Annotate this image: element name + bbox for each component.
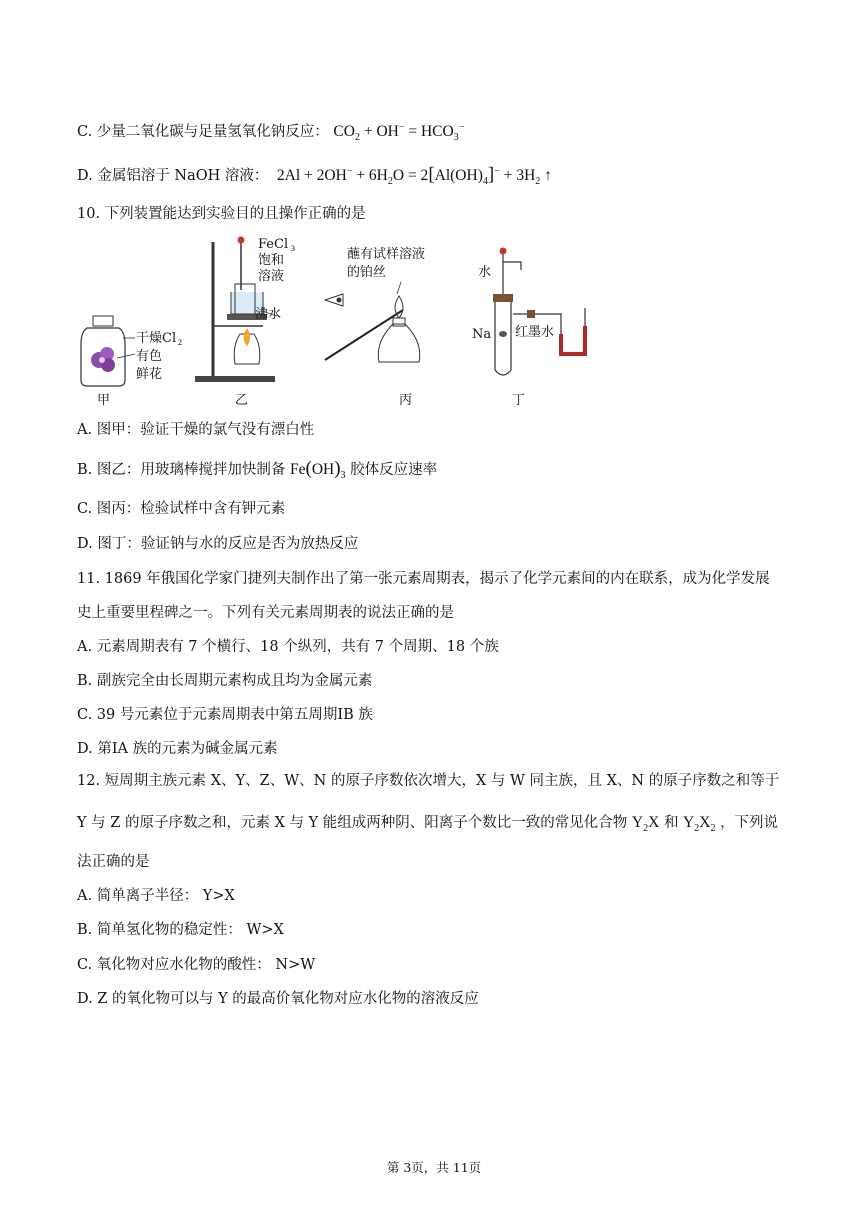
jia-label-dry-cl2: 干燥Cl xyxy=(136,331,177,346)
q9-option-c xyxy=(77,118,464,148)
caption-bing: 丙 xyxy=(399,393,413,408)
q12-formula-y2x: $Y_2X$ xyxy=(631,814,660,835)
q12-stem-line2 xyxy=(77,813,778,839)
jia-label-flower: 鲜花 xyxy=(136,367,163,382)
yi-label-saturated: 饱和 xyxy=(258,253,285,268)
figure-yi xyxy=(195,237,295,383)
yi-label-solution: 溶液 xyxy=(258,269,285,284)
flower-icon xyxy=(91,347,115,372)
yi-label-boiling-water: 沸水 xyxy=(255,307,282,322)
q11-option-b: B. 副族完全由长周期元素构成且均为金属元素 xyxy=(77,673,373,689)
q10-option-c: C. 图丙：检验试样中含有钾元素 xyxy=(77,501,286,517)
q12-formula-y2x2: $Y_2X_2$ xyxy=(683,814,716,835)
q12-stem-line1: 12. 短周期主族元素 X、Y、Z、W、N 的原子序数依次增大，X 与 W 同主族，且 X、N 的原子序数之和等于 xyxy=(77,773,780,789)
jia-label-colored: 有色 xyxy=(136,349,163,364)
figure-ding xyxy=(472,248,587,376)
q9-option-d-equation: $2Al + 2OH^- + 6H_2O = 2[Al(OH)_4]^- + 3H_2$ ↑ xyxy=(273,164,552,188)
q11-option-c: C. 39 号元素位于元素周期表中第五周期ⅠB 族 xyxy=(77,707,373,723)
q10-stem: 10. 下列装置能达到实验目的且操作正确的是 xyxy=(77,206,366,222)
q12-stem-line3: 法正确的是 xyxy=(77,854,150,870)
q12-option-a: A. 简单离子半径： Y>X xyxy=(77,888,235,904)
eye-icon xyxy=(325,294,343,306)
yi-label-fecl3: FeCl xyxy=(258,237,289,252)
figure-bing xyxy=(325,246,425,362)
jia-label-cl2-subscript: 2 xyxy=(178,338,182,347)
q11-option-d: D. 第ⅠA 族的元素为碱金属元素 xyxy=(77,741,278,757)
q9-option-d xyxy=(77,162,552,192)
q11-stem-line2: 史上重要里程碑之一。下列有关元素周期表的说法正确的是 xyxy=(77,605,454,621)
q11-stem-line1: 11. 1869 年俄国化学家门捷列夫制作出了第一张元素周期表，揭示了化学元素间的内在联系，成为化学发展 xyxy=(77,571,770,587)
q9-option-d-text: D. 金属铝溶于 NaOH 溶液： xyxy=(77,168,269,185)
figure-jia xyxy=(81,316,182,386)
bing-label-platinum: 的铂丝 xyxy=(347,265,387,280)
q12-option-b: B. 简单氢化物的稳定性： W>X xyxy=(77,922,284,938)
q12-stem-line2-a: Y 与 Z 的原子序数之和，元素 X 与 Y 能组成两种阴、阳离子个数比一致的常见化合物 xyxy=(77,815,628,831)
ding-label-water: 水 xyxy=(478,265,492,280)
page-footer: 第 3页，共 11页 xyxy=(386,1160,482,1175)
q9-option-c-text: C. 少量二氧化碳与足量氢氧化钠反应： xyxy=(77,124,329,141)
q10-option-b xyxy=(77,459,437,486)
caption-yi: 乙 xyxy=(235,393,249,408)
q12-option-c: C. 氧化物对应水化物的酸性： N>W xyxy=(77,957,316,973)
q10-option-a: A. 图甲：验证干燥的氯气没有漂白性 xyxy=(77,422,315,438)
q10-apparatus-figure xyxy=(75,234,635,414)
q12-option-d: D. Z 的氧化物可以与 Y 的最高价氧化物对应水化物的溶液反应 xyxy=(77,991,479,1007)
caption-ding: 丁 xyxy=(512,393,526,408)
q10-option-d: D. 图丁：验证钠与水的反应是否为放热反应 xyxy=(77,536,359,552)
q9-option-c-equation: $CO_2 + OH^- = HCO_3^-$ xyxy=(333,122,465,144)
yi-label-fecl3-subscript: 3 xyxy=(291,244,295,253)
ding-label-na: Na xyxy=(472,327,492,342)
caption-jia: 甲 xyxy=(97,393,111,408)
q10-option-b-formula: $Fe(OH)_3$ xyxy=(289,458,346,482)
q12-stem-line2-b: ，下列说 xyxy=(720,815,779,831)
q10-option-b-prefix: B. 图乙：用玻璃棒搅拌加快制备 xyxy=(77,462,286,478)
q12-stem-and: 和 xyxy=(663,815,679,831)
ding-label-red-ink: 红墨水 xyxy=(515,325,555,340)
q10-option-b-suffix: 胶体反应速率 xyxy=(350,462,438,478)
q11-option-a: A. 元素周期表有 7 个横行、18 个纵列，共有 7 个周期、18 个族 xyxy=(77,639,499,655)
bing-label-dipped: 蘸有试样溶液 xyxy=(347,247,426,262)
